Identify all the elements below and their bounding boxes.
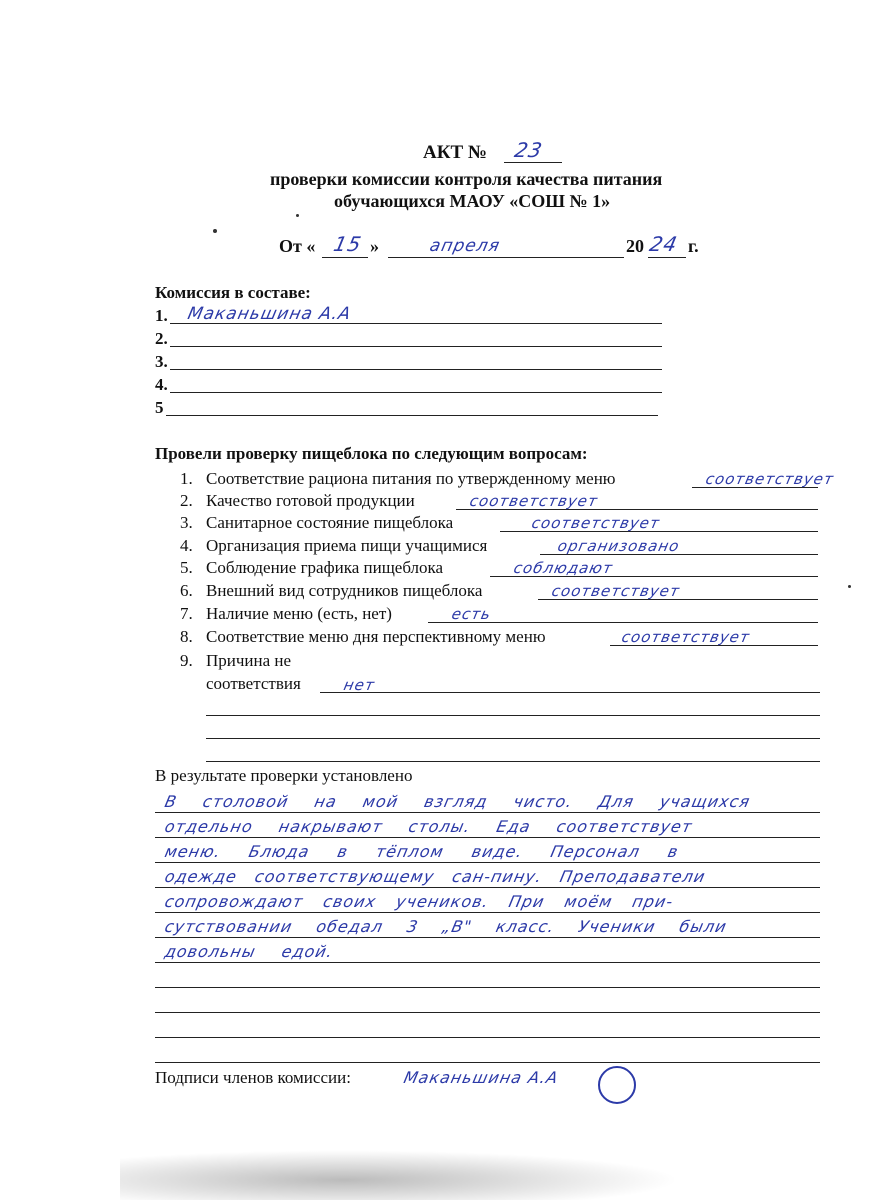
akt-title [423, 142, 487, 164]
check-num-2: 2. [180, 491, 193, 510]
check-question-9-line2: соответствия [206, 674, 301, 693]
check-answer-1: соответствует [704, 470, 836, 488]
signature-mark [598, 1066, 636, 1104]
member-line-2 [170, 346, 662, 347]
check-question-6: Внешний вид сотрудников пищеблока [206, 581, 483, 600]
akt-number-line [504, 162, 562, 163]
result-line [155, 912, 820, 913]
result-text-line-1: В столовой на мой взгляд чисто. Для учащихся [162, 792, 753, 811]
result-line [155, 987, 820, 988]
check-answer-9: нет [342, 676, 377, 694]
check-num-8: 8. [180, 627, 193, 646]
result-line [155, 812, 820, 813]
result-line [155, 1062, 820, 1063]
scan-speck [213, 229, 217, 233]
member-num-5: 5 [155, 398, 164, 417]
check-question-7: Наличие меню (есть, нет) [206, 604, 392, 623]
result-line [155, 1037, 820, 1038]
check-answer-4: организовано [556, 537, 682, 555]
result-line [155, 887, 820, 888]
akt-number: 23 [512, 138, 546, 162]
check-num-7: 7. [180, 604, 193, 623]
member-line-3 [170, 369, 662, 370]
date-day: 15 [331, 232, 365, 256]
check-question-1: Соответствие рациона питания по утвержденному меню [206, 469, 616, 488]
result-line [155, 962, 820, 963]
result-line [155, 937, 820, 938]
date-quote-close: » [370, 236, 379, 256]
check-extra-line [206, 715, 820, 716]
check-question-2: Качество готовой продукции [206, 491, 415, 510]
check-extra-line [206, 738, 820, 739]
scan-speck [296, 214, 299, 217]
check-line-9 [320, 692, 820, 693]
result-text-line-3: меню. Блюда в тёплом виде. Персонал в [162, 842, 681, 861]
member-line-4 [170, 392, 662, 393]
result-text-line-6: сутствовании обедал 3 „В" класс. Ученики были [162, 917, 729, 936]
date-year-prefix: 20 [626, 236, 644, 256]
check-question-9-line1: Причина не [206, 651, 292, 670]
check-answer-6: соответствует [550, 582, 682, 600]
result-text-line-7: довольны едой. [162, 942, 336, 961]
member-line-5 [166, 415, 658, 416]
akt-label: АКТ № [423, 142, 488, 163]
scan-speck [848, 585, 851, 588]
date-month-line [388, 257, 624, 258]
result-text-line-5: сопровождают своих учеников. При моём при- [162, 892, 676, 911]
check-question-8: Соответствие меню дня перспективному меню [206, 627, 546, 646]
member-num-2: 2. [155, 329, 168, 348]
check-answer-3: соответствует [530, 514, 662, 532]
member-num-1: 1. [155, 306, 168, 325]
result-line [155, 837, 820, 838]
check-num-3: 3. [180, 513, 193, 532]
date-day-line [322, 257, 368, 258]
check-heading: Провели проверку пищеблока по следующим вопросам: [155, 444, 588, 463]
member-num-4: 4. [155, 375, 168, 394]
check-num-6: 6. [180, 581, 193, 600]
date-year-line [648, 257, 686, 258]
check-question-5: Соблюдение графика пищеблока [206, 558, 444, 577]
check-extra-line [206, 761, 820, 762]
check-answer-2: соответствует [468, 492, 600, 510]
member-num-3: 3. [155, 352, 168, 371]
commission-heading: Комиссия в составе: [155, 283, 311, 302]
result-text-line-2: отдельно накрывают столы. Еда соответствует [162, 817, 695, 836]
member-name-1: Маканьшина А.А [185, 304, 354, 324]
check-num-5: 5. [180, 558, 193, 577]
check-num-9: 9. [180, 651, 193, 670]
date-month: апреля [427, 236, 503, 256]
result-heading: В результате проверки установлено [155, 766, 413, 785]
result-text-line-4: одежде соответствующему сан-пину. Преподаватели [162, 867, 708, 886]
akt-subtitle-line2: обучающихся МАОУ «СОШ № 1» [334, 191, 611, 211]
check-num-4: 4. [180, 536, 193, 555]
date-year-suffix: 24 [647, 232, 681, 256]
signature-name: Маканьшина А.А [401, 1068, 561, 1087]
date-prefix: От « [279, 236, 316, 256]
check-question-4: Организация приема пищи учащимися [206, 536, 488, 555]
signatures-label: Подписи членов комиссии: [155, 1068, 351, 1087]
check-num-1: 1. [180, 469, 193, 488]
result-line [155, 1012, 820, 1013]
date-year-end: г. [688, 236, 699, 256]
check-answer-5: соблюдают [512, 559, 615, 577]
scan-noise [120, 1150, 680, 1200]
check-answer-7: есть [450, 605, 493, 623]
result-line [155, 862, 820, 863]
akt-subtitle-line1: проверки комиссии контроля качества питания [270, 169, 663, 189]
check-question-3: Санитарное состояние пищеблока [206, 513, 454, 532]
check-answer-8: соответствует [620, 628, 752, 646]
